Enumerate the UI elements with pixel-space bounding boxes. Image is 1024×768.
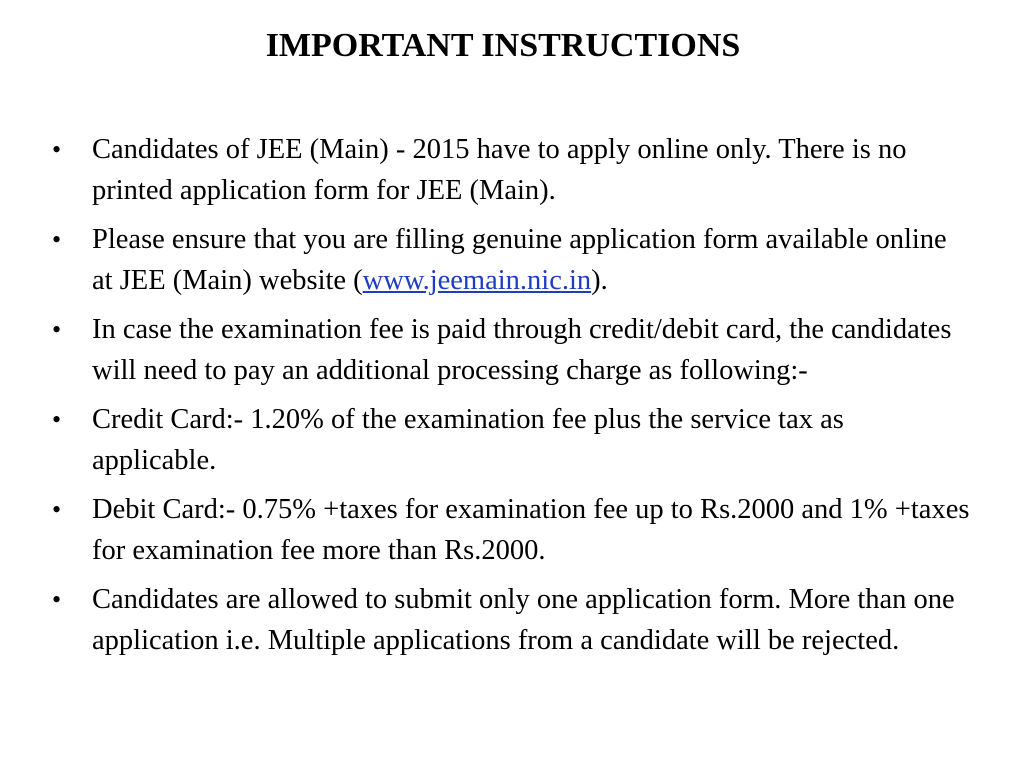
bullet-icon: •: [52, 495, 62, 524]
bullet-icon: •: [52, 405, 62, 434]
list-item: [52, 399, 972, 481]
list-item-text: Debit Card:- 0.75% +taxes for examination fee up to Rs.2000 and 1% +taxes for examination fee more than Rs.2000.: [92, 494, 970, 566]
page-title: IMPORTANT INSTRUCTIONS: [265, 27, 741, 64]
jee-main-website-link[interactable]: www.jeemain.nic.in: [362, 265, 592, 296]
list-item: [52, 489, 972, 571]
bullet-icon: •: [52, 315, 62, 344]
list-item-text: In case the examination fee is paid through credit/debit card, the candidates will need to pay an additional processing charge as following:-: [92, 314, 952, 386]
list-item-text: Candidates of JEE (Main) - 2015 have to apply online only. There is no printed application form for JEE (Main).: [92, 134, 907, 206]
list-item: [52, 219, 972, 301]
list-item: [52, 579, 972, 661]
bullet-icon: •: [52, 225, 62, 254]
list-item-text: Candidates are allowed to submit only one application form. More than one application i.e. Multiple applications from a candidate will be rejected.: [92, 584, 955, 656]
list-item-text-suffix: ).: [591, 265, 608, 296]
bullet-icon: •: [52, 135, 62, 164]
bullet-icon: •: [52, 585, 62, 614]
instruction-list: [52, 129, 972, 669]
list-item: [52, 309, 972, 391]
list-item: [52, 129, 972, 211]
list-item-text: Please ensure that you are filling genuine application form available online at JEE (Main) website (: [92, 224, 947, 296]
list-item-text: Credit Card:- 1.20% of the examination fee plus the service tax as applicable.: [92, 404, 844, 476]
